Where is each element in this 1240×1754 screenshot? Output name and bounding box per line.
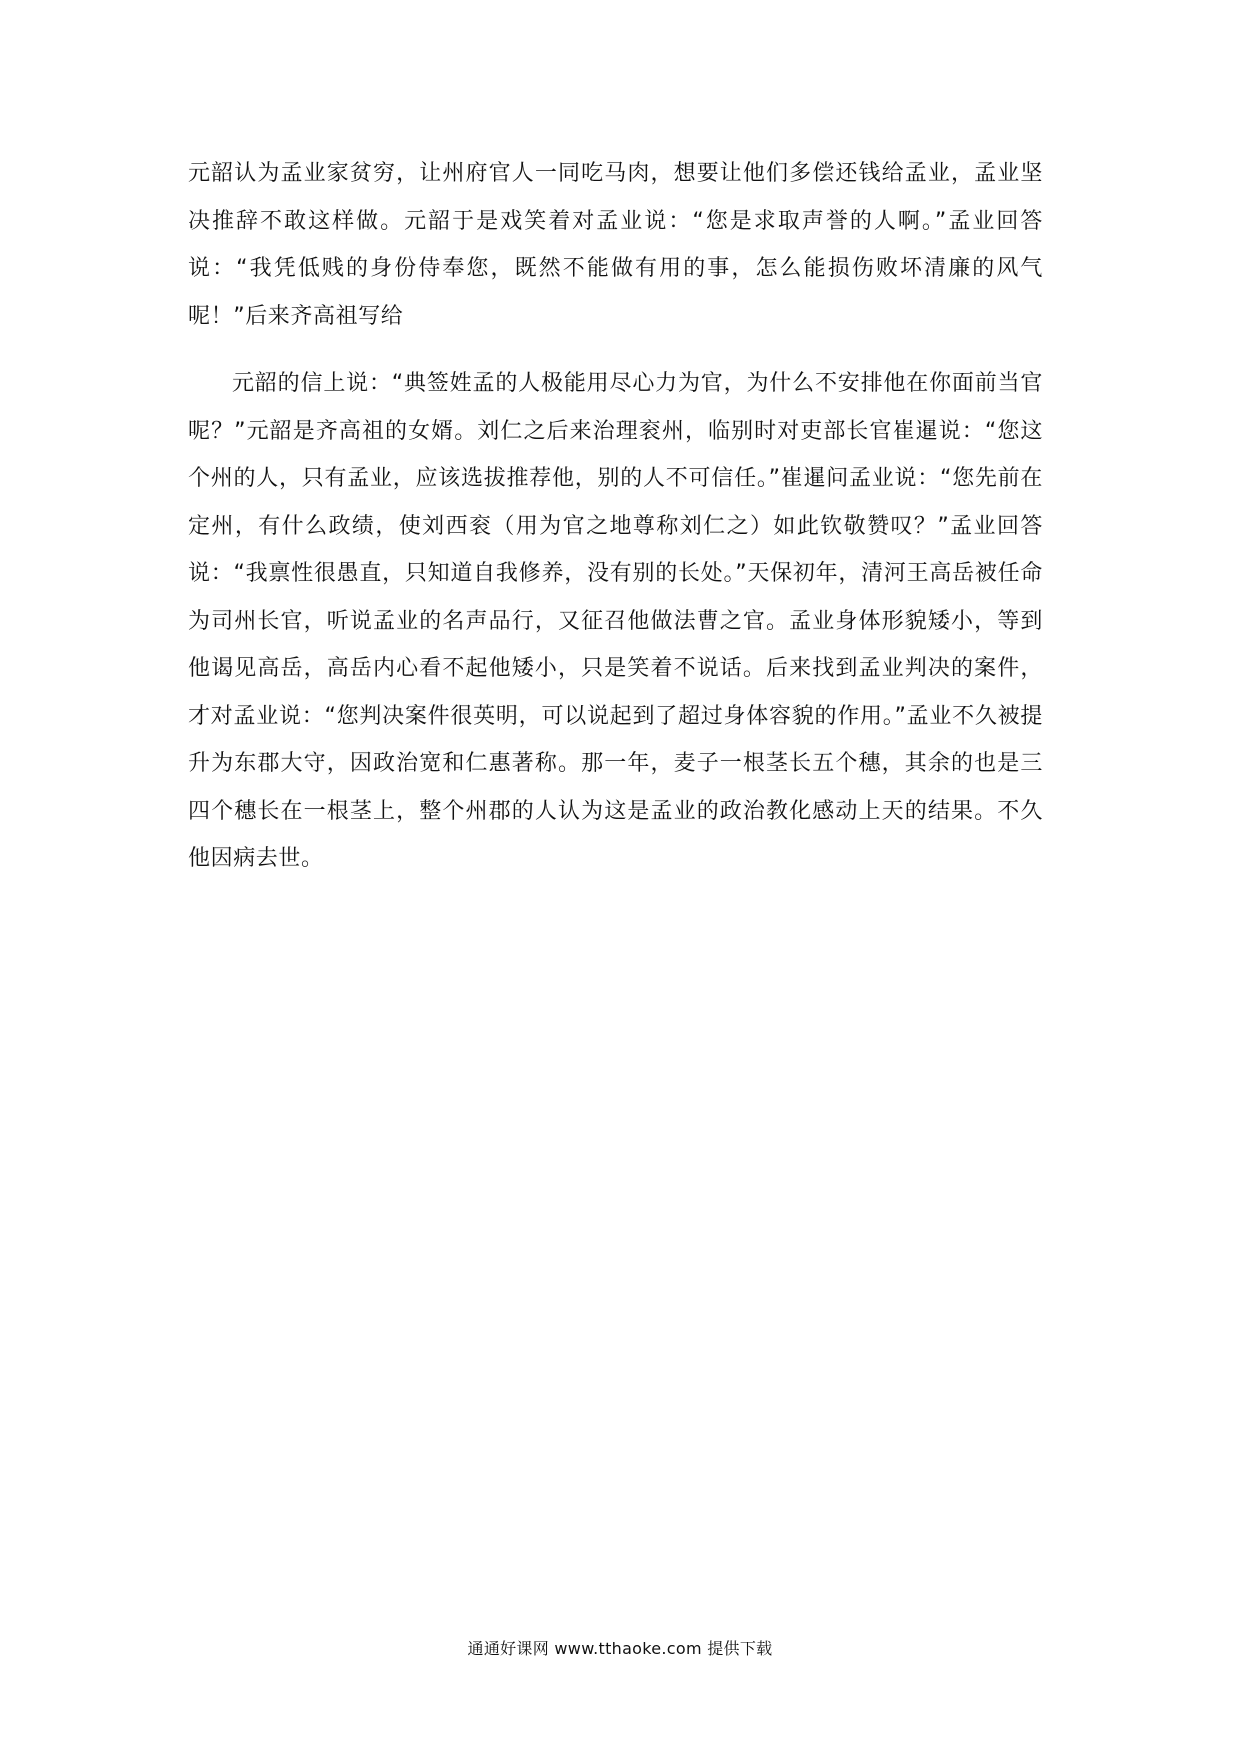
document-body xyxy=(188,150,1043,883)
paragraph-2: 元韶的信上说：“典签姓孟的人极能用尽心力为官，为什么不安排他在你面前当官呢？”元韶是齐高祖的女婿。刘仁之后来治理衮州，临别时对吏部长官崔暹说：“您这个州的人，只有孟业，应该选拔推荐他，别的人不可信任。”崔暹问孟业说：“您先前在定州，有什么政绩，使刘西衮（用为官之地尊称刘仁之）如此钦敬赞叹？”孟业回答说：“我禀性很愚直，只知道自我修养，没有别的长处。”天保初年，清河王高岳被任命为司州长官，听说孟业的名声品行，又征召他做法曹之官。孟业身体形貌矮小，等到他谒见高岳，高岳内心看不起他矮小，只是笑着不说话。后来找到孟业判决的案件，才对孟业说：“您判决案件很英明，可以说起到了超过身体容貌的作用。”孟业不久被提升为东郡大守，因政治宽和仁惠著称。那一年，麦子一根茎长五个穗，其余的也是三四个穗长在一根茎上，整个州郡的人认为这是孟业的政治教化感动上天的结果。不久他因病去世。 xyxy=(188,371,1043,871)
page-footer-source: 通通好课网 www.tthaoke.com 提供下载 xyxy=(467,1639,773,1658)
paragraph-1: 元韶认为孟业家贫穷，让州府官人一同吃马肉，想要让他们多偿还钱给孟业，孟业坚决推辞不敢这样做。元韶于是戏笑着对孟业说：“您是求取声誉的人啊。”孟业回答说：“我凭低贱的身份侍奉您，既然不能做有用的事，怎么能损伤败坏清廉的风气呢！”后来齐高祖写给 xyxy=(188,161,1043,329)
